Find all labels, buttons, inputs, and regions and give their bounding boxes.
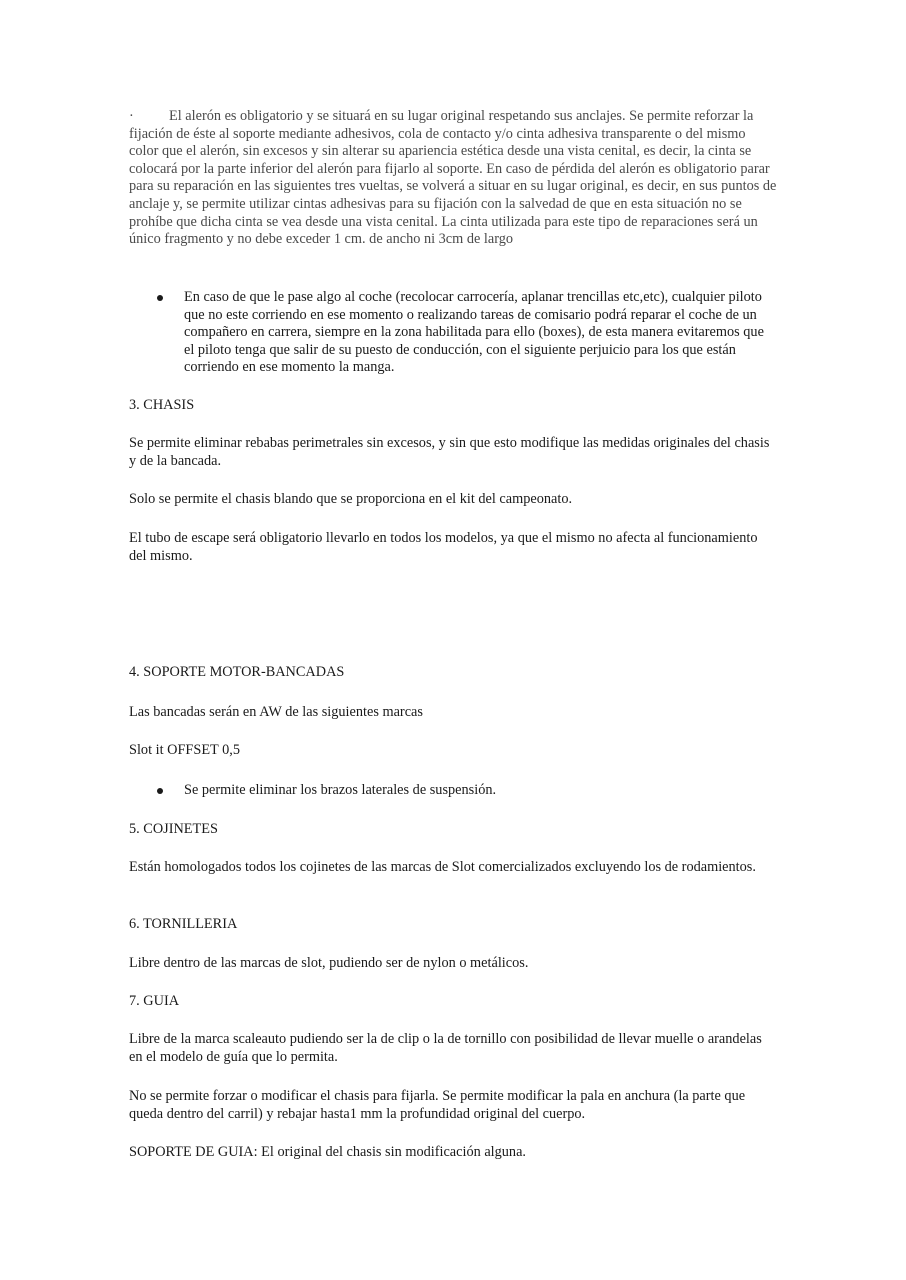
section-7-p1: Libre de la marca scaleauto pudiendo ser la de clip o la de tornillo con posibilidad de llevar muelle o arandelas en el modelo de guía que lo permita.	[129, 1031, 762, 1065]
section-5-p1: Están homologados todos los cojinetes de las marcas de Slot comercializados excluyendo los de rodamientos.	[129, 859, 756, 875]
section-7-p3: SOPORTE DE GUIA: El original del chasis sin modificación alguna.	[129, 1144, 527, 1160]
section-6-heading: 6. TORNILLERIA	[129, 916, 238, 932]
section-3-heading: 3. CHASIS	[129, 397, 195, 413]
section-5-heading: 5. COJINETES	[129, 821, 218, 837]
section-3-p1: Se permite eliminar rebabas perimetrales sin excesos, y sin que esto modifique las medidas originales del chasis y de la bancada.	[129, 435, 770, 469]
intro-paragraph: El alerón es obligatorio y se situará en su lugar original respetando sus anclajes. Se permite reforzar la fijación de éste al soporte mediante adhesivos, cola de contacto y/o cinta adhesiva transparente o del mismo color que el alerón, sin excesos y sin alterar su apariencia estética desde una vista cenital, es decir, la cinta se colocará por la parte inferior del alerón para fijarlo al soporte. En caso de pérdida del alerón es obligatorio parar para su reparación en las siguientes tres vueltas, se volverá a situar en su lugar original, es decir, en sus puntos de anclaje y, se permite utilizar cintas adhesivas para su fijación con la salvedad de que en esta situación no se prohíbe que dicha cinta se vea desde una vista cenital. La cinta utilizada para este tipo de reparaciones será un único fragmento y no debe exceder 1 cm. de ancho ni 3cm de largo	[129, 108, 777, 248]
section-3-p2: Solo se permite el chasis blando que se proporciona en el kit del campeonato.	[129, 491, 573, 507]
section-3-p3: El tubo de escape será obligatorio llevarlo en todos los modelos, ya que el mismo no afecta al funcionamiento del mismo.	[129, 530, 758, 564]
intro-paragraph-block	[129, 108, 777, 249]
bullet-1-text: En caso de que le pase algo al coche (recolocar carrocería, aplanar trencillas etc,etc), cualquier piloto que no este corriendo en ese momento o realizando tareas de comisario podrá reparar el coche de un compañero en carrera, siempre en la zona habilitada para ello (boxes), de esta manera evitaremos que el piloto tenga que salir de su puesto de conducción, con el siguiente perjuicio para los que están corriendo en ese momento la manga.	[184, 289, 764, 376]
bullet-1-dot-icon	[157, 289, 165, 297]
intro-marker: ·	[129, 108, 134, 124]
section-4-heading: 4. SOPORTE MOTOR-BANCADAS	[129, 664, 345, 680]
section-4-p2: Slot it OFFSET 0,5	[129, 742, 240, 758]
section-7-p2: No se permite forzar o modificar el chasis para fijarla. Se permite modificar la pala en anchura (la parte que queda dentro del carril) y rebajar hasta1 mm la profundidad original del cuerpo.	[129, 1088, 746, 1122]
section-4-bullet-text: Se permite eliminar los brazos laterales de suspensión.	[184, 782, 497, 798]
section-4-p1: Las bancadas serán en AW de las siguientes marcas	[129, 704, 423, 720]
section-6-p1: Libre dentro de las marcas de slot, pudiendo ser de nylon o metálicos.	[129, 955, 529, 971]
section-7-heading: 7. GUIA	[129, 993, 180, 1009]
section-4-bullet-dot-icon	[157, 782, 165, 790]
